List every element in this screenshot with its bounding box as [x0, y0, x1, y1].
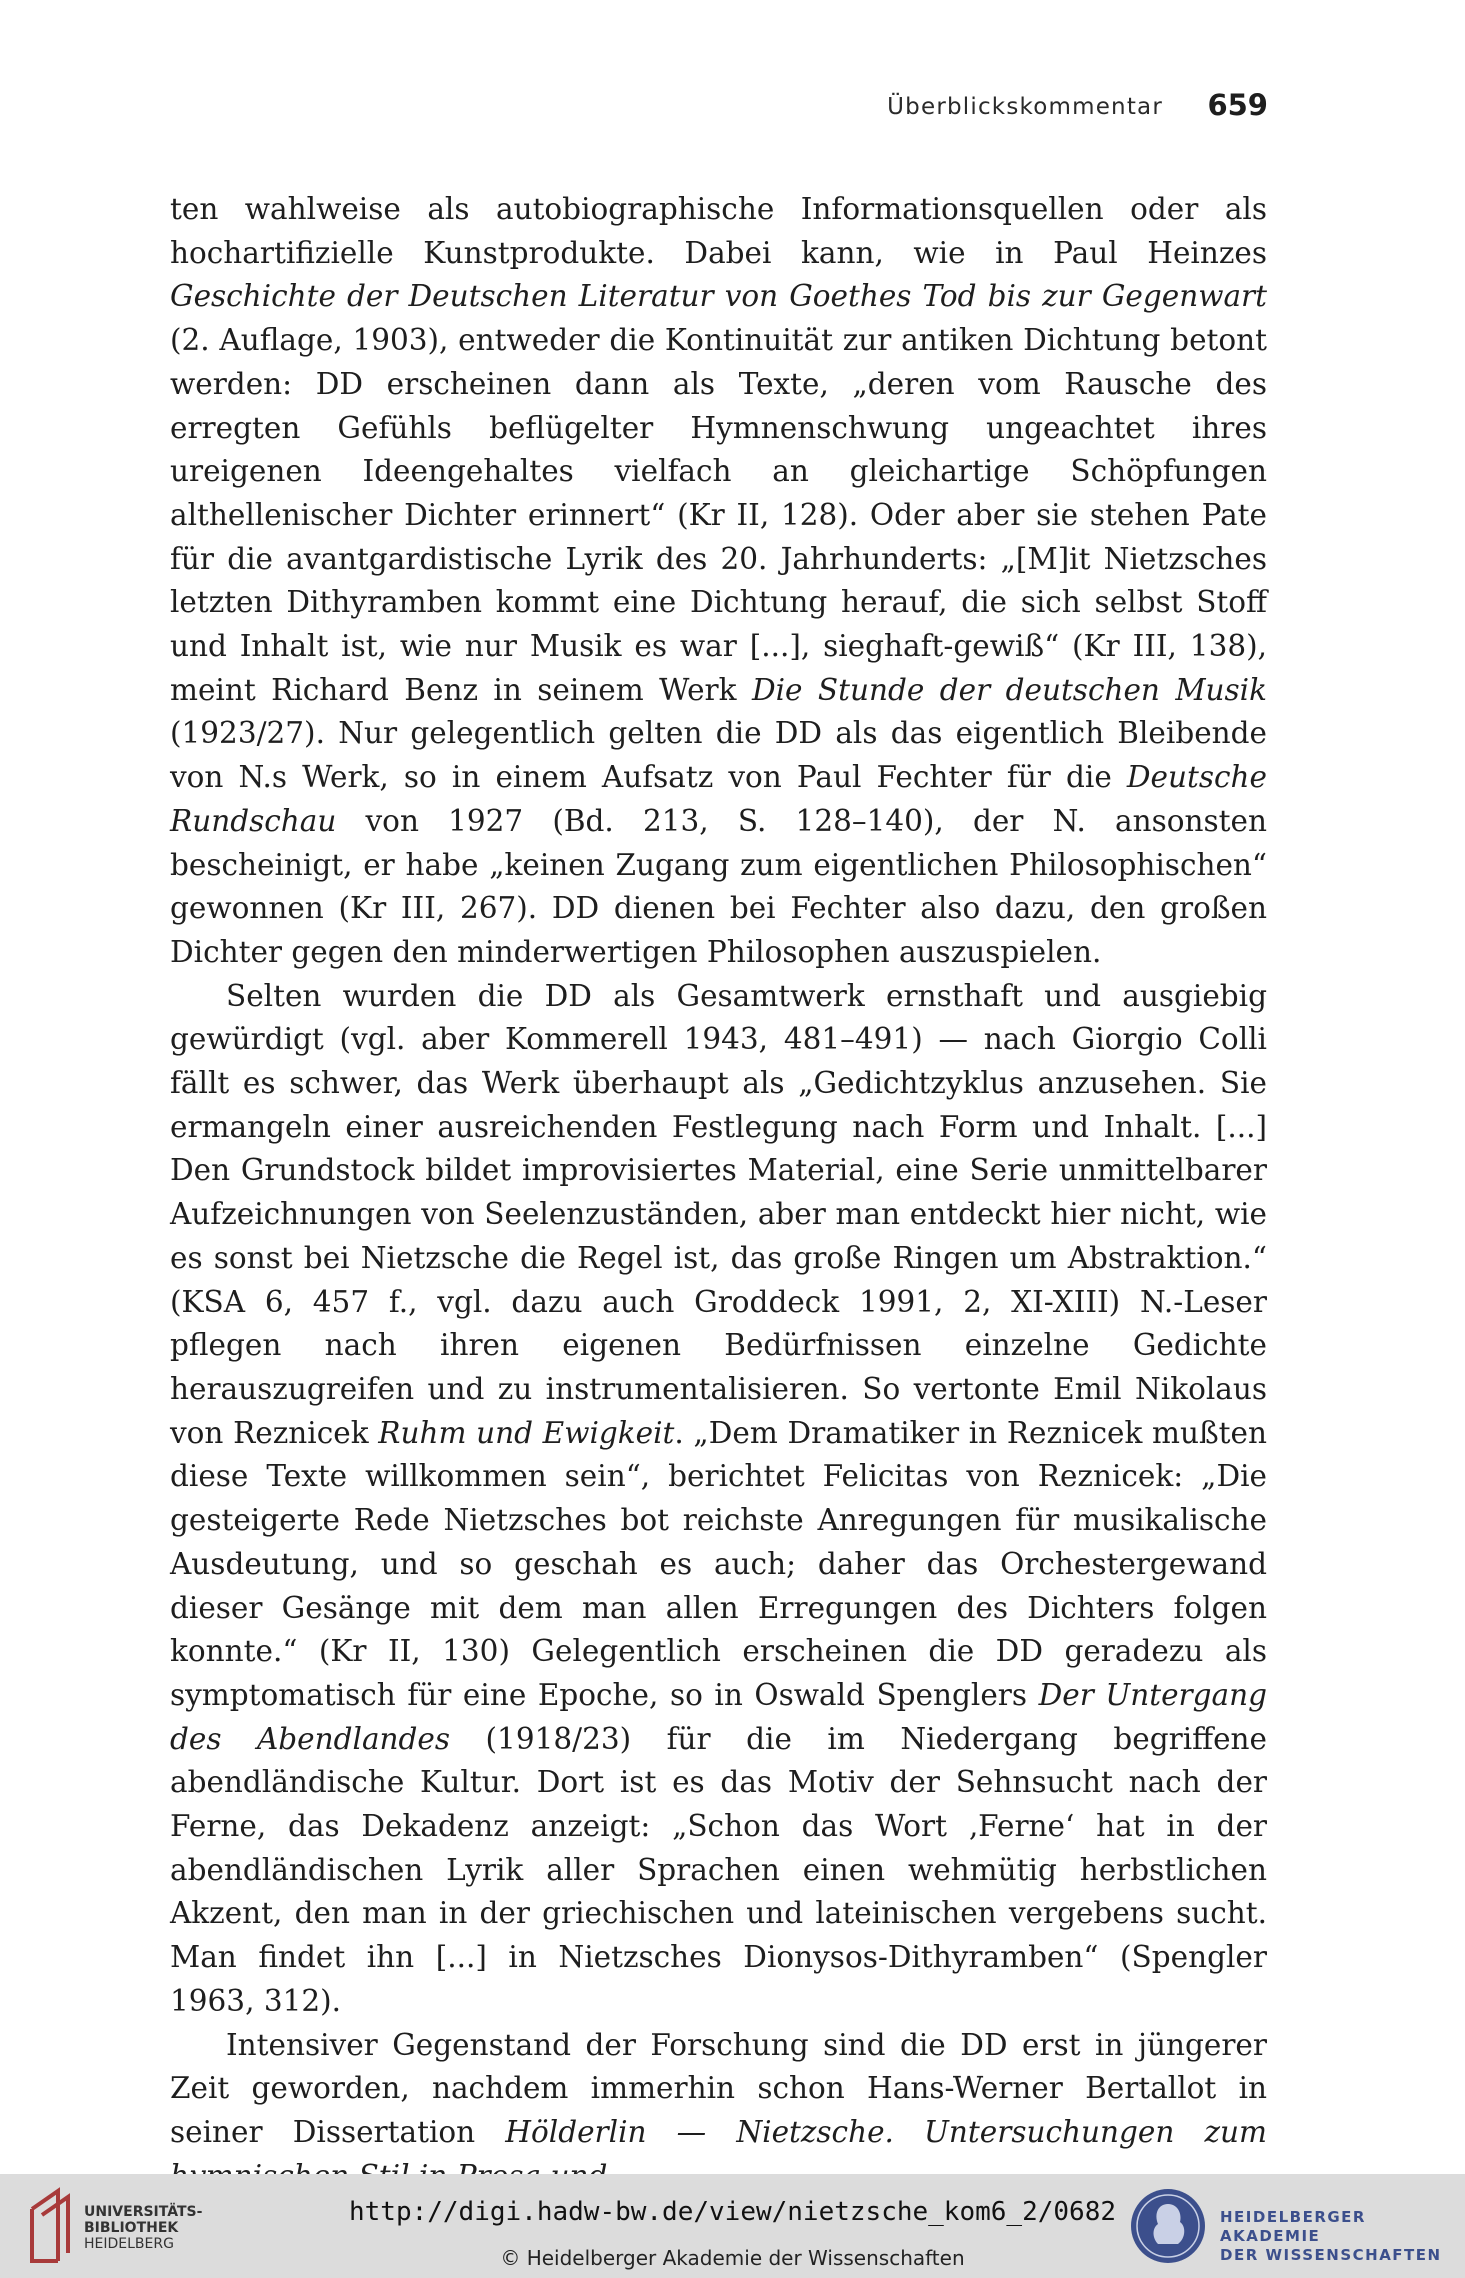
paragraph-3 [170, 2024, 1267, 2199]
work-title: Ruhm und Ewigkeit [378, 1415, 675, 1450]
running-title: Überblickskommentar [887, 94, 1163, 120]
text-run: (1918/23) für die im Niedergang begriffene abendländische Kultur. Dort ist es das Motiv der Sehnsucht nach der Ferne, das Dekadenz anzeigt: „Schon das Wort ‚Ferne‘ hat in der abendländischen Lyrik aller Sprachen einen wehmütig herbstlichen Akzent, den man in der griechischen und lateinischen vergebens sucht. Man findet ihn [...] in Nietzsches Dionysos-Dithyramben“ (Spengler 1963, 312). [170, 1721, 1267, 2018]
paragraph-2 [170, 975, 1267, 2024]
footer-bar [0, 2174, 1465, 2278]
library-name-line: UNIVERSITÄTS- [84, 2204, 203, 2220]
page-header [170, 86, 1268, 130]
copyright-notice: © Heidelberger Akademie der Wissenschaften [500, 2246, 965, 2270]
page-number: 659 [1207, 88, 1268, 122]
paragraph-1 [170, 188, 1267, 975]
text-run: . „Dem Dramatiker in Reznicek mußten diese Texte willkommen sein“, berichtet Felicitas von Reznicek: „Die gesteigerte Rede Nietzsches bot reichste Anregungen für musikalische Ausdeutung, und so geschah es auch; daher das Orchestergewand dieser Gesänge mit dem man allen Erregungen des Dichters folgen konnte.“ (Kr II, 130) Gelegentlich erscheinen die DD geradezu als symptomatisch für eine Epoche, so in Oswald Spenglers [170, 1415, 1267, 1712]
text-run: Intensiver Gegenstand der Forschung sind die DD erst in jüngerer Zeit geworden, nachdem immerhin schon Hans-Werner Bertallot in seiner Dissertation [170, 2027, 1267, 2149]
journal-title: Deutsche Rundschau [170, 760, 1267, 838]
permalink-url[interactable]: http://digi.hadw-bw.de/view/nietzsche_kom6_2/0682 [348, 2197, 1116, 2227]
text-body [170, 188, 1267, 2198]
library-name-line: BIBLIOTHEK [84, 2220, 179, 2236]
academy-name-line: HEIDELBERGER AKADEMIE [1220, 2208, 1366, 2245]
text-run: (1923/27). Nur gelegentlich gelten die DD als das eigentlich Bleibende von N.s Werk, so in einem Aufsatz von Paul Fechter für die [170, 716, 1267, 795]
text-run: Selten wurden die DD als Gesamtwerk ernsthaft und ausgiebig gewürdigt (vgl. aber Kommerell 1943, 481–491) — nach Giorgio Colli fällt es schwer, das Werk überhaupt als „Gedichtzyklus anzusehen. Sie ermangeln einer ausreichenden Festlegung nach Form und Inhalt. [...] Den Grundstock bildet improvisiertes Material, eine Serie unmittelbarer Aufzeichnungen von Seelenzuständen, aber man entdeckt hier nicht, wie es sonst bei Nietzsche die Regel ist, das große Ringen um Abstraktion.“ (KSA 6, 457 f., vgl. dazu auch Groddeck 1991, 2, XI-XIII) N.-Leser pflegen nach ihren eigenen Bedürfnissen einzelne Gedichte herauszugreifen und zu instrumentalisieren. So vertonte Emil Nikolaus von Reznicek [170, 978, 1267, 1450]
text-run: ten wahlweise als autobiographische Informationsquellen oder als hochartifizielle Kunstprodukte. Dabei kann, wie in Paul Heinzes [170, 192, 1267, 270]
book-title: Die Stunde der deutschen Musik [751, 672, 1267, 707]
library-city: HEIDELBERG [84, 2236, 174, 2252]
book-title: Geschichte der Deutschen Literatur von Goethes Tod bis zur Gegenwart [170, 279, 1267, 314]
dissertation-title: Hölderlin — Nietzsche. Untersuchungen zum [505, 2114, 1267, 2149]
academy-name [1220, 2208, 1465, 2265]
text-run: von 1927 (Bd. 213, S. 128–140), der N. ansonsten bescheinigt, er habe „keinen Zugang zum eigentlichen Philosophischen“ gewonnen (Kr III, 267). DD dienen bei Fechter also dazu, den großen Dichter gegen den minderwertigen Philosophen auszuspielen. [170, 803, 1267, 969]
academy-name-line: DER WISSENSCHAFTEN [1220, 2246, 1442, 2264]
academy-seal-icon [1128, 2186, 1208, 2266]
text-run: (2. Auflage, 1903), entweder die Kontinuität zur antiken Dichtung betont werden: DD erscheinen dann als Texte, „deren vom Rausche des erregten Gefühls beflügelter Hymnenschwung ungeachtet ihres ureigenen Ideengehaltes vielfach an gleichartige Schöpfungen althellenischer Dichter erinnert“ (Kr II, 128). Oder aber sie stehen Pate für die avantgardistische Lyrik des 20. Jahrhunderts: „[M]it Nietzsches letzten Dithyramben kommt eine Dichtung herauf, die sich selbst Stoff und Inhalt ist, wie nur Musik es war [...], sieghaft-gewiß“ (Kr III, 138), meint Richard Benz in seinem Werk [170, 323, 1267, 707]
book-title: Der Untergang des Abendlandes [170, 1677, 1267, 1756]
